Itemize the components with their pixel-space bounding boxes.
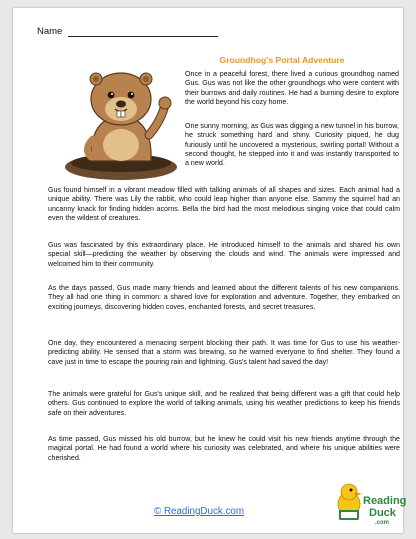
story-paragraph-5: As the days passed, Gus made many friends and learned about the different talents of his new companions. They all had one thing in common: a shared love for exploration and adventure. Together, they embarked on exciting journeys, discovering hidden coves, enchanted forests, and secret treasures. <box>48 284 400 311</box>
worksheet-page <box>13 8 407 533</box>
logo-text-reading: Reading <box>363 495 407 507</box>
logo-text-duck: Duck <box>369 507 396 519</box>
readingduck-logo[interactable] <box>331 480 407 532</box>
groundhog-illustration <box>61 57 179 179</box>
story-paragraph-3: Gus found himself in a vibrant meadow filled with talking animals of all shapes and sizes. Each animal had a unique ability. There was Lily the rabbit, who could leap higher than anyone else. Sammy the squirrel had an uncanny knack for finding hidden acorns. Bella the bird had the most melodious singing voice that could calm even the wildest of creatures. <box>48 186 400 222</box>
readingduck-footer-link[interactable]: © ReadingDuck.com <box>154 506 244 517</box>
worksheet-title: Groundhog's Portal Adventure <box>219 55 345 65</box>
name-field-row <box>37 26 218 37</box>
story-paragraph-1: Once in a peaceful forest, there lived a curious groundhog named Gus. Gus was not like the other groundhogs who were content with their burrows and daily routines. He had a burning desire to explore the world beyond his cozy home. <box>185 70 399 106</box>
name-label: Name <box>37 26 63 37</box>
story-paragraph-2: One sunny morning, as Gus was digging a new tunnel in his burrow, he struck something hard and shiny. Curiosity piqued, he dug furiously until he uncovered a mysterious, swirling portal! Without a second thought, he stepped into it and was instantly transported to a new world. <box>185 122 399 168</box>
story-paragraph-4: Gus was fascinated by this extraordinary place. He introduced himself to the animals and shared his own special skill—predicting the weather by observing the clouds and wind. The animals were impressed and welcomed him to their community. <box>48 241 400 268</box>
name-write-line <box>68 26 218 37</box>
story-paragraph-8: As time passed, Gus missed his old burrow, but he knew he could visit his new friends anytime through the magical portal. He had found a world where his curiosity was celebrated, and where his unique abilities were cherished. <box>48 435 400 462</box>
story-paragraph-6: One day, they encountered a menacing serpent blocking their path. It was time for Gus to use his weather-predicting ability. He sensed that a storm was brewing, so he warned everyone to find shelter. They found a cave just in time to escape the pouring rain and lightning. Gus's talent had saved the day! <box>48 339 400 366</box>
story-paragraph-7: The animals were grateful for Gus's unique skill, and he realized that being different was a gift that could help others. Gus continued to explore the world of talking animals, using his weather predictions to keep his friends safe on their adventures. <box>48 390 400 417</box>
logo-text-com: .com <box>375 520 390 526</box>
